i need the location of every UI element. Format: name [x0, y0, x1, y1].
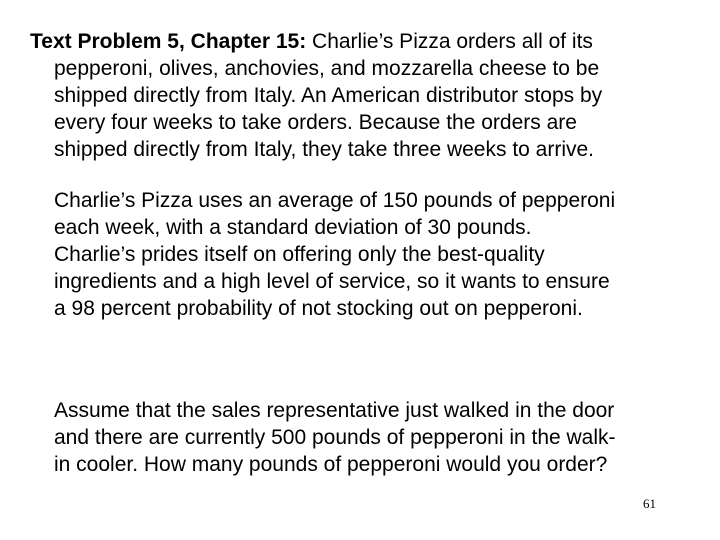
- question-line: in cooler. How many pounds of pepperoni would you order?: [54, 453, 608, 476]
- problem-line: every four weeks to take orders. Because the orders are: [54, 111, 577, 134]
- problem-first-line-text: Charlie’s Pizza orders all of its: [306, 30, 593, 53]
- usage-line: ingredients and a high level of service, so it wants to ensure: [54, 270, 610, 293]
- problem-heading: Text Problem 5, Chapter 15:: [30, 30, 307, 53]
- problem-line: pepperoni, olives, anchovies, and mozzarella cheese to be: [54, 57, 600, 80]
- problem-first-line: [30, 28, 694, 55]
- question-line: and there are currently 500 pounds of pepperoni in the walk-: [54, 426, 616, 449]
- question-paragraph: [30, 397, 694, 478]
- usage-line: Charlie’s Pizza uses an average of 150 pounds of pepperoni: [54, 189, 616, 212]
- usage-paragraph: [30, 187, 694, 322]
- usage-line: each week, with a standard deviation of 30 pounds.: [54, 216, 532, 239]
- usage-line: Charlie’s prides itself on offering only the best-quality: [54, 243, 545, 266]
- question-line: Assume that the sales representative just walked in the door: [54, 399, 615, 422]
- problem-line: shipped directly from Italy, they take three weeks to arrive.: [54, 138, 595, 161]
- page-number: 61: [643, 496, 656, 511]
- problem-paragraph: [30, 28, 694, 163]
- usage-line: a 98 percent probability of not stocking out on pepperoni.: [54, 297, 583, 320]
- problem-line: shipped directly from Italy. An American distributor stops by: [54, 84, 603, 107]
